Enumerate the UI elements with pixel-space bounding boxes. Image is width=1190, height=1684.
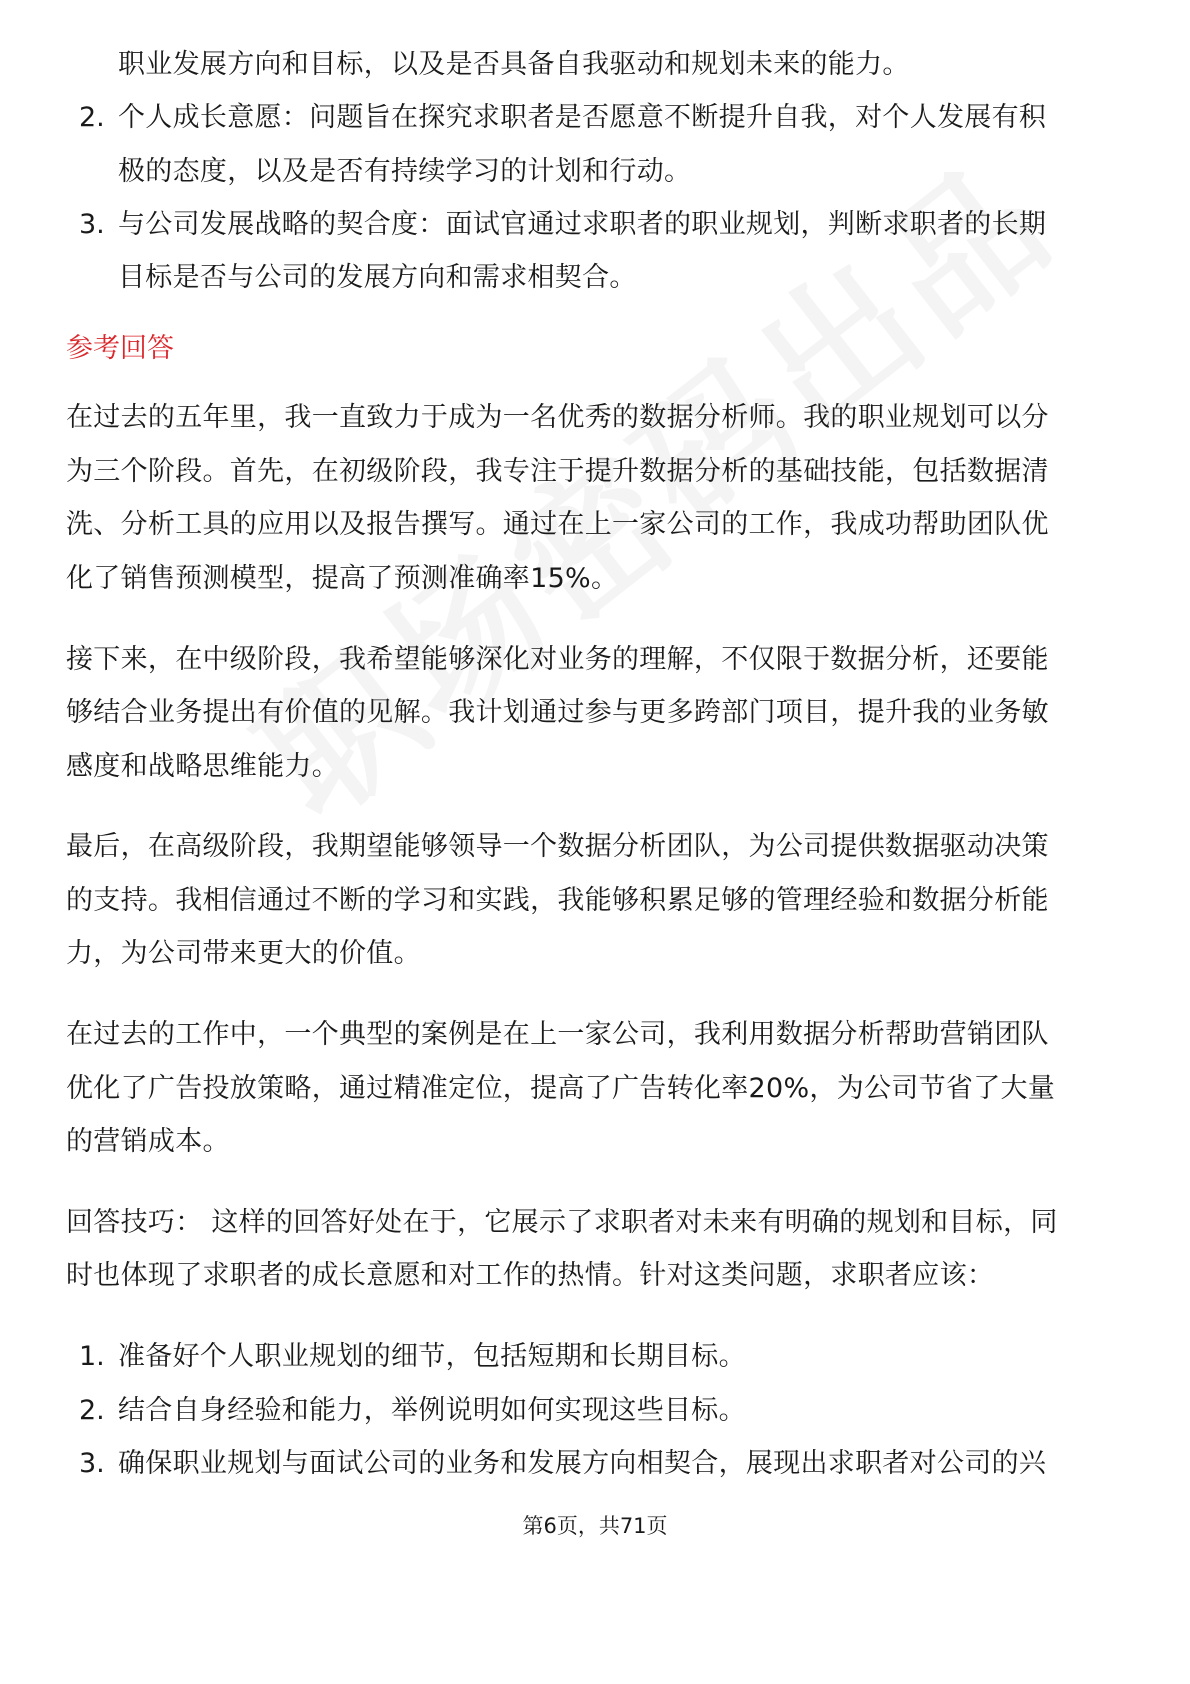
- paragraph-line: 接下来，在中级阶段，我希望能够深化对业务的理解，不仅限于数据分析，还要能: [66, 644, 1049, 675]
- list-item-line: 结合自身经验和能力，举例说明如何实现这些目标。: [118, 1395, 746, 1426]
- paragraph-line: 力，为公司带来更大的价值。: [66, 938, 421, 969]
- section-title: 参考回答: [66, 333, 174, 364]
- page-footer: 第6页，共71页: [522, 1514, 668, 1538]
- paragraph-line: 优化了广告投放策略，通过精准定位，提高了广告转化率20%，为公司节省了大量: [66, 1073, 1056, 1104]
- paragraph-line: 时也体现了求职者的成长意愿和对工作的热情。针对这类问题，求职者应该：: [66, 1260, 995, 1291]
- paragraph-line: 最后，在高级阶段，我期望能够领导一个数据分析团队，为公司提供数据驱动决策: [66, 831, 1049, 862]
- paragraph-line: 洗、分析工具的应用以及报告撰写。通过在上一家公司的工作，我成功帮助团队优: [66, 509, 1049, 540]
- list-item-line: 与公司发展战略的契合度：面试官通过求职者的职业规划，判断求职者的长期: [118, 209, 1047, 240]
- paragraph-line: 够结合业务提出有价值的见解。我计划通过参与更多跨部门项目，提升我的业务敏: [66, 697, 1049, 728]
- list-item-line: 个人成长意愿：问题旨在探究求职者是否愿意不断提升自我，对个人发展有积: [118, 102, 1047, 133]
- paragraph-line: 回答技巧： 这样的回答好处在于，它展示了求职者对未来有明确的规划和目标，同: [66, 1207, 1058, 1238]
- paragraph-line: 化了销售预测模型，提高了预测准确率15%。: [66, 563, 619, 594]
- paragraph-line: 在过去的工作中，一个典型的案例是在上一家公司，我利用数据分析帮助营销团队: [66, 1019, 1049, 1050]
- list-number: 1.: [79, 1341, 105, 1372]
- paragraph-line: 感度和战略思维能力。: [66, 751, 339, 782]
- paragraph-line: 的支持。我相信通过不断的学习和实践，我能够积累足够的管理经验和数据分析能: [66, 885, 1049, 916]
- list-number: 3.: [79, 1448, 105, 1479]
- list-number: 3.: [79, 209, 105, 240]
- paragraph-line: 的营销成本。: [66, 1126, 230, 1157]
- list-item-continuation: 职业发展方向和目标，以及是否具备自我驱动和规划未来的能力。: [118, 49, 910, 80]
- list-item-line: 确保职业规划与面试公司的业务和发展方向相契合，展现出求职者对公司的兴: [118, 1448, 1047, 1479]
- list-item-line: 目标是否与公司的发展方向和需求相契合。: [118, 262, 637, 293]
- list-number: 2.: [79, 102, 105, 133]
- list-item-line: 极的态度，以及是否有持续学习的计划和行动。: [118, 156, 692, 187]
- paragraph-line: 在过去的五年里，我一直致力于成为一名优秀的数据分析师。我的职业规划可以分: [66, 402, 1049, 433]
- paragraph-line: 为三个阶段。首先，在初级阶段，我专注于提升数据分析的基础技能，包括数据清: [66, 456, 1049, 487]
- list-item-line: 准备好个人职业规划的细节，包括短期和长期目标。: [118, 1341, 746, 1372]
- list-number: 2.: [79, 1395, 105, 1426]
